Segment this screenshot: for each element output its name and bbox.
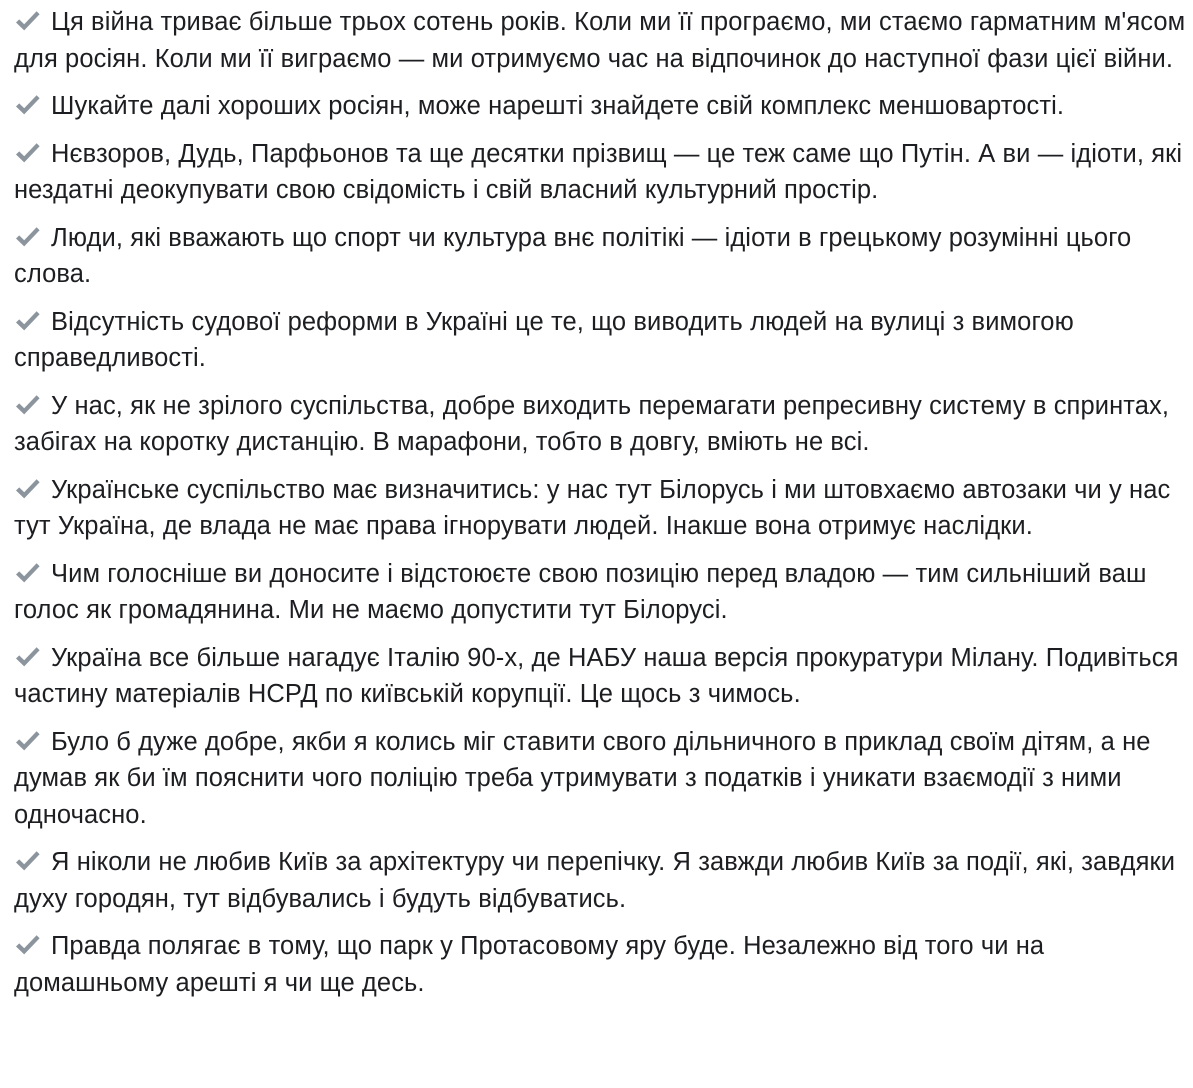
list-item-text: Нєвзоров, Дудь, Парфьонов та ще десятки прізвищ — це теж саме що Путін. А ви — ідіоти, які нездатні деокупувати свою свідомість і свій власний культурний простір. [14, 139, 1183, 204]
check-mark-icon [14, 141, 41, 165]
list-item-text: Люди, які вважають що спорт чи культура внє політікі — ідіоти в грецькому розумінні цього слова. [14, 223, 1132, 288]
check-mark-icon [14, 225, 41, 249]
check-mark-icon [14, 93, 41, 117]
list-item-text: Відсутність судової реформи в Україні це те, що виводить людей на вулиці з вимогою справедливості. [14, 307, 1074, 372]
check-mark-icon [14, 309, 41, 333]
list-item [14, 88, 1189, 125]
check-mark-icon [14, 645, 41, 669]
list-item [14, 4, 1189, 77]
list-item [14, 136, 1189, 209]
list-item-text: Шукайте далі хороших росіян, може нарешті знайдете свій комплекс меншовартості. [51, 92, 1065, 120]
list-item-text: Правда полягає в тому, що парк у Протасовому яру буде. Незалежно від того чи на домашньому арешті я чи ще десь. [14, 932, 1045, 997]
list-item-text: Ця війна триває більше трьох сотень років. Коли ми її програємо, ми стаємо гарматним м'ясом для росіян. Коли ми її виграємо — ми отримуємо час на відпочинок до наступної фази цієї війни. [14, 8, 1186, 73]
check-mark-icon [14, 561, 41, 585]
list-item [14, 556, 1189, 629]
list-item [14, 388, 1189, 461]
check-mark-icon [14, 393, 41, 417]
list-item [14, 844, 1189, 917]
check-mark-icon [14, 729, 41, 753]
list-item [14, 220, 1189, 293]
list-item-text: У нас, як не зрілого суспільства, добре виходить перемагати репресивну систему в спринтах, забігах на коротку дистанцію. В марафони, тобто в довгу, вміють не всі. [14, 391, 1170, 456]
list-item [14, 304, 1189, 377]
list-item [14, 724, 1189, 834]
check-mark-icon [14, 477, 41, 501]
check-mark-icon [14, 9, 41, 33]
check-mark-icon [14, 933, 41, 957]
list-item [14, 640, 1189, 713]
list-item [14, 472, 1189, 545]
list-item-text: Українське суспільство має визначитись: у нас тут Білорусь і ми штовхаємо автозаки чи у нас тут Україна, де влада не має права ігнорувати людей. Інакше вона отримує наслідки. [14, 475, 1171, 540]
check-mark-icon [14, 849, 41, 873]
list-item [14, 928, 1189, 1001]
list-item-text: Чим голосніше ви доносите і відстоюєте свою позицію перед владою — тим сильніший ваш голос як громадянина. Ми не маємо допустити тут Білорусі. [14, 559, 1147, 624]
list-item-text: Україна все більше нагадує Італію 90-х, де НАБУ наша версія прокуратури Мілану. Подивіться частину матеріалів НСРД по київській корупції. Це щось з чимось. [14, 643, 1179, 708]
post-body [14, 0, 1189, 1001]
list-item-text: Я ніколи не любив Київ за архітектуру чи перепічку. Я завжди любив Київ за події, які, завдяки духу городян, тут відбувались і будуть відбуватись. [14, 848, 1176, 913]
list-item-text: Було б дуже добре, якби я колись міг ставити свого дільничного в приклад своїм дітям, а не думав як би їм пояснити чого поліцію треба утримувати з податків і уникати взаємодії з ними одночасно. [14, 727, 1151, 829]
